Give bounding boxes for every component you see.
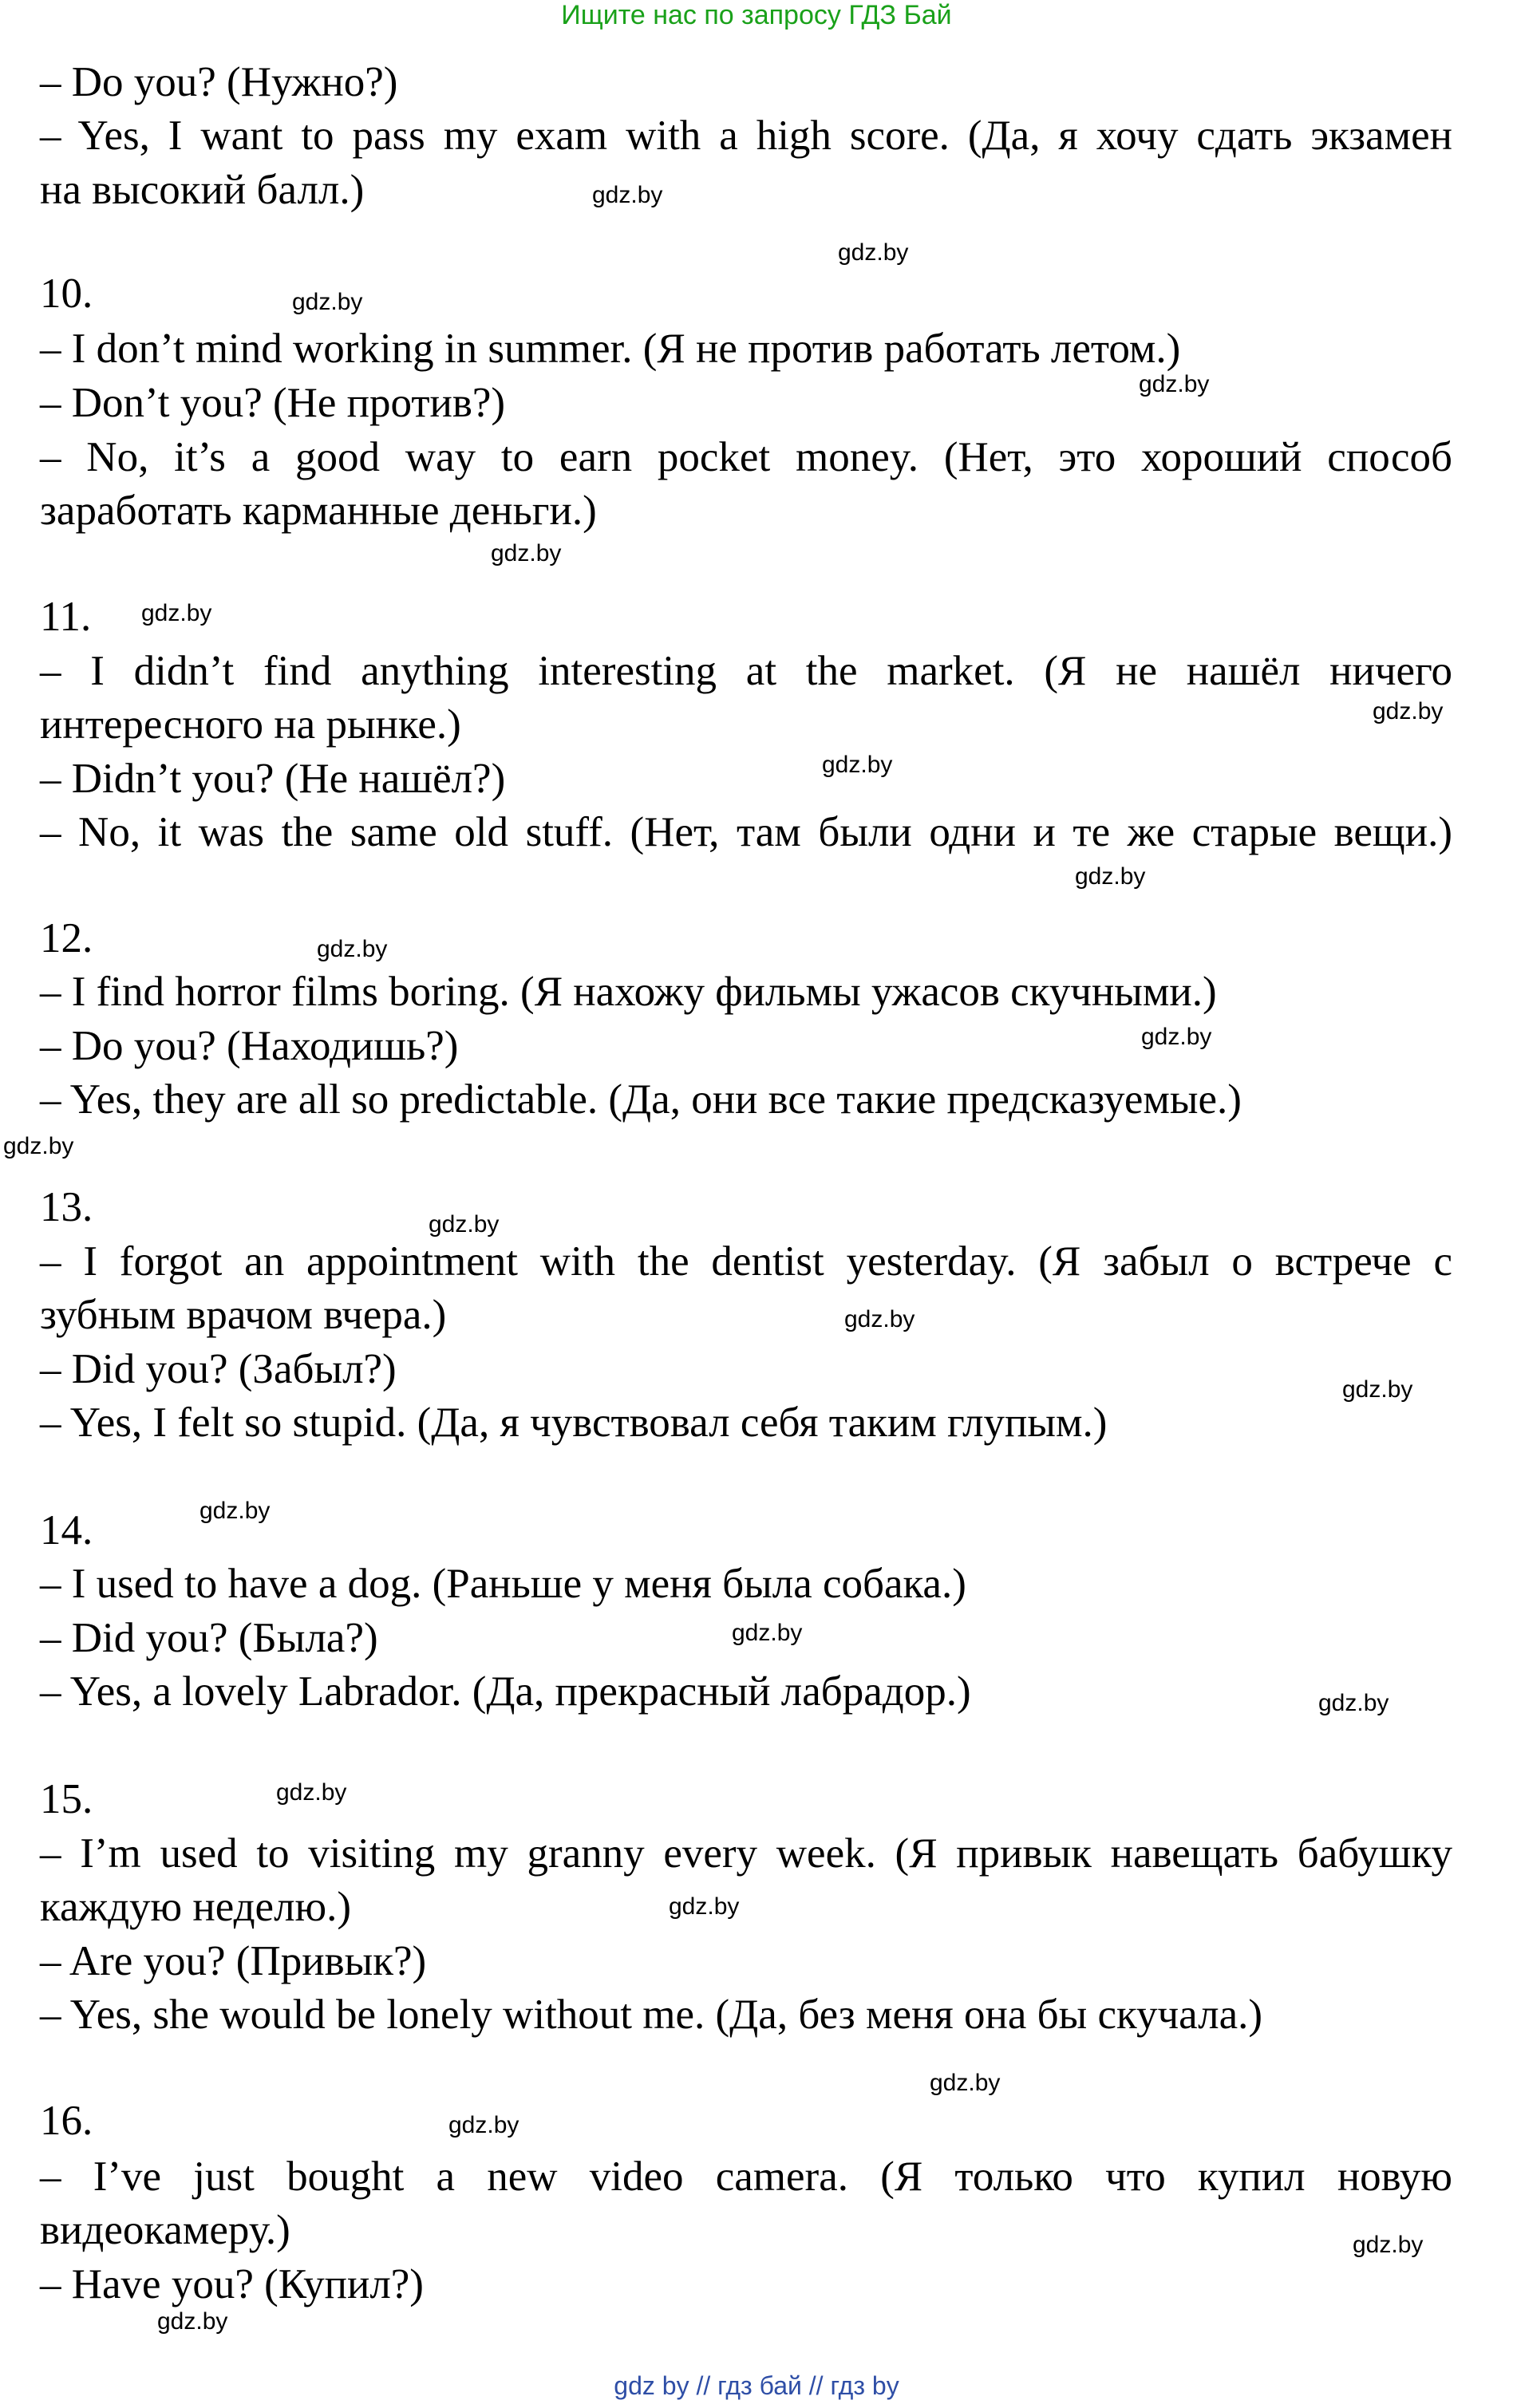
- text-line: видеокамеру.): [40, 2207, 290, 2253]
- watermark: gdz.by: [3, 1133, 74, 1159]
- watermark: gdz.by: [1318, 1690, 1389, 1716]
- text-line: – Yes, they are all so predictable. (Да, они все такие предсказуемые.): [40, 1076, 1242, 1123]
- item-number: 14.: [40, 1507, 93, 1553]
- watermark: gdz.by: [429, 1211, 500, 1238]
- text-line: – I didn’t find anything interesting at the market. (Я не нашёл ничего: [40, 648, 1452, 694]
- text-line: – Yes, I felt so stupid. (Да, я чувствовал себя таким глупым.): [40, 1399, 1108, 1446]
- item-number: 12.: [40, 915, 93, 961]
- text-line: – Yes, she would be lonely without me. (Да, без меня она бы скучала.): [40, 1992, 1263, 2038]
- watermark: gdz.by: [1075, 863, 1146, 890]
- bottom-banner[interactable]: gdz by // гдз бай // гдз by: [614, 2371, 899, 2400]
- watermark: gdz.by: [157, 2308, 228, 2335]
- text-line: – Yes, a lovely Labrador. (Да, прекрасный лабрадор.): [40, 1668, 971, 1715]
- watermark: gdz.by: [1139, 371, 1210, 397]
- watermark: gdz.by: [1373, 698, 1444, 724]
- text-line: – Do you? (Находишь?): [40, 1023, 459, 1069]
- text-line: – I don’t mind working in summer. (Я не против работать летом.): [40, 326, 1181, 372]
- watermark: gdz.by: [292, 289, 363, 315]
- text-line: – Didn’t you? (Не нашёл?): [40, 756, 506, 802]
- watermark: gdz.by: [669, 1893, 740, 1920]
- text-line: – Do you? (Нужно?): [40, 59, 398, 105]
- item-number: 10.: [40, 270, 93, 317]
- item-number: 16.: [40, 2098, 93, 2144]
- text-line: – I used to have a dog. (Раньше у меня была собака.): [40, 1561, 966, 1607]
- watermark: gdz.by: [1141, 1024, 1212, 1050]
- text-line: интересного на рынке.): [40, 701, 461, 748]
- text-line: – No, it was the same old stuff. (Нет, там были одни и те же старые вещи.): [40, 809, 1452, 855]
- watermark: gdz.by: [1342, 1376, 1413, 1403]
- text-line: – Don’t you? (Не против?): [40, 380, 506, 426]
- watermark: gdz.by: [199, 1498, 271, 1524]
- watermark: gdz.by: [1353, 2232, 1424, 2258]
- watermark: gdz.by: [141, 600, 212, 626]
- watermark: gdz.by: [844, 1306, 915, 1332]
- watermark: gdz.by: [838, 239, 909, 266]
- text-line: – Did you? (Была?): [40, 1615, 378, 1661]
- item-number: 11.: [40, 594, 92, 640]
- text-line: – Yes, I want to pass my exam with a high score. (Да, я хочу сдать экзамен: [40, 113, 1452, 159]
- text-line: – I’ve just bought a new video camera. (Я только что купил новую: [40, 2153, 1452, 2200]
- text-line: – I find horror films boring. (Я нахожу фильмы ужасов скучными.): [40, 969, 1217, 1015]
- item-number: 15.: [40, 1776, 93, 1822]
- text-line: заработать карманные деньги.): [40, 488, 597, 534]
- watermark: gdz.by: [317, 936, 388, 962]
- text-line: зубным врачом вчера.): [40, 1292, 447, 1338]
- watermark: gdz.by: [592, 182, 663, 208]
- watermark: gdz.by: [930, 2070, 1001, 2096]
- text-line: каждую неделю.): [40, 1884, 352, 1930]
- text-line: – I forgot an appointment with the dentist yesterday. (Я забыл о встрече с: [40, 1238, 1452, 1285]
- top-banner[interactable]: Ищите нас по запросу ГДЗ Бай: [561, 0, 952, 30]
- text-line: – Did you? (Забыл?): [40, 1346, 397, 1392]
- item-number: 13.: [40, 1184, 93, 1230]
- watermark: gdz.by: [822, 752, 893, 778]
- text-line: – I’m used to visiting my granny every week. (Я привык навещать бабушку: [40, 1830, 1452, 1877]
- watermark: gdz.by: [276, 1779, 347, 1806]
- text-line: – Have you? (Купил?): [40, 2261, 424, 2307]
- text-line: – Are you? (Привык?): [40, 1938, 427, 1984]
- text-line: – No, it’s a good way to earn pocket money. (Нет, это хороший способ: [40, 434, 1452, 480]
- watermark: gdz.by: [491, 540, 562, 566]
- watermark: gdz.by: [732, 1620, 803, 1646]
- watermark: gdz.by: [448, 2112, 519, 2138]
- text-line: на высокий балл.): [40, 167, 365, 213]
